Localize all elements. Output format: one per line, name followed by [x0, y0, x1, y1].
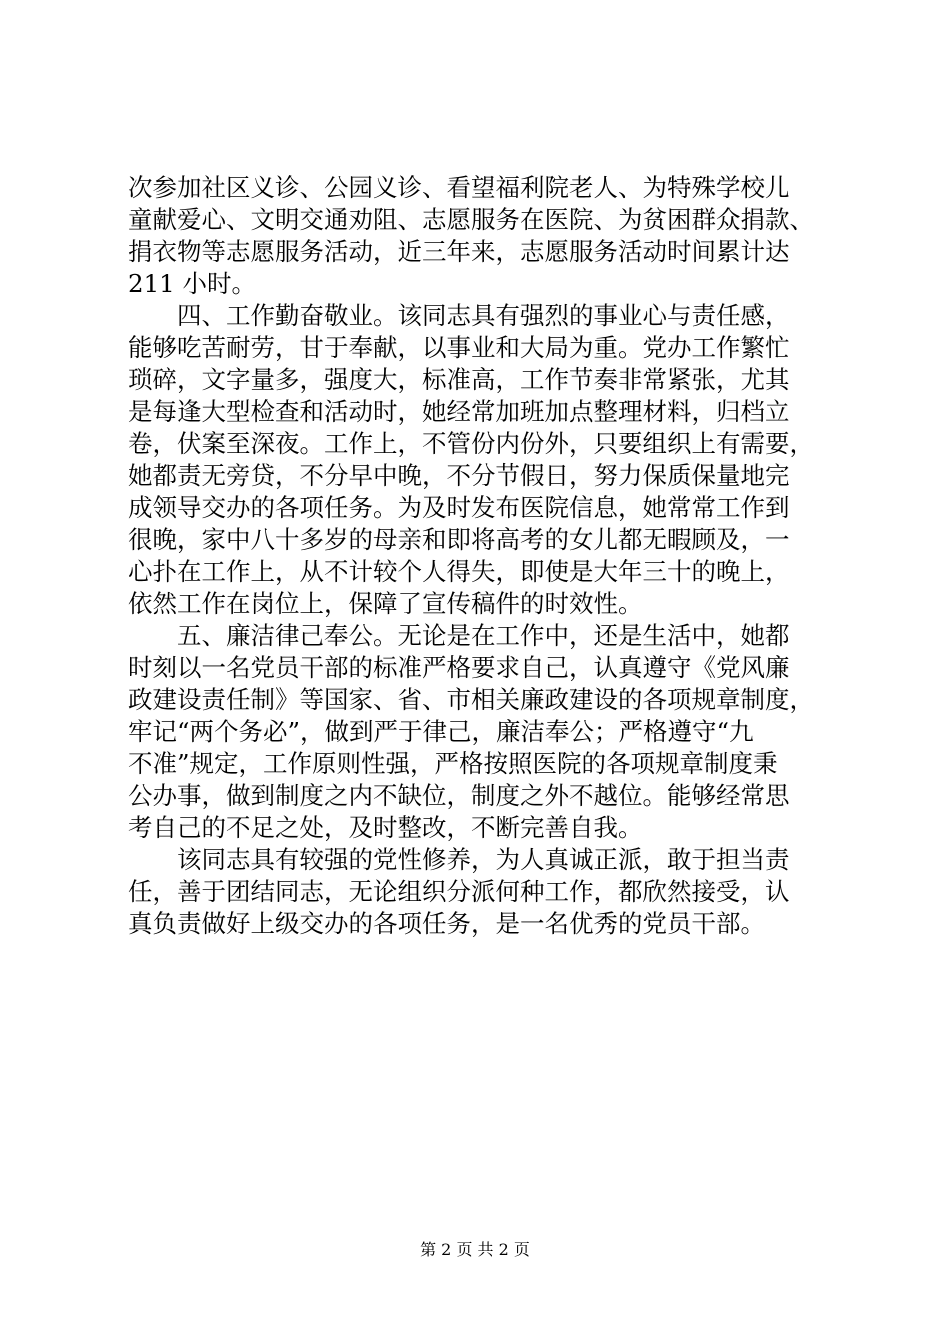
text-line: 政建设责任制》等国家、省、市相关廉政建设的各项规章制度， — [128, 685, 814, 714]
text-line: 捐衣物等志愿服务活动，近三年来，志愿服务活动时间累计达 — [128, 237, 790, 266]
text-line: 五、廉洁律己奉公。无论是在工作中，还是生活中，她都 — [177, 621, 790, 650]
text-line: 时刻以一名党员干部的标准严格要求自己，认真遵守《党风廉 — [128, 653, 790, 682]
text-line: 次参加社区义诊、公园义诊、看望福利院老人、为特殊学校儿 — [128, 173, 790, 202]
text-line: 能够吃苦耐劳，甘于奉献，以事业和大局为重。党办工作繁忙 — [128, 333, 790, 362]
text-line: 公办事，做到制度之内不缺位，制度之外不越位。能够经常思 — [128, 781, 790, 810]
text-line: 卷，伏案至深夜。工作上，不管份内份外，只要组织上有需要， — [128, 429, 814, 458]
text-line: 不准”规定，工作原则性强，严格按照医院的各项规章制度秉 — [128, 749, 778, 778]
text-line: 依然工作在岗位上，保障了宣传稿件的时效性。 — [128, 589, 643, 618]
page-number-label: 第 2 页 共 2 页 — [420, 1240, 530, 1259]
text-line: 琐碎，文字量多，强度大，标准高，工作节奏非常紧张，尤其 — [128, 365, 790, 394]
text-line: 该同志具有较强的党性修养，为人真诚正派，敢于担当责 — [177, 845, 790, 874]
text-line: 牢记“两个务必”，做到严于律己，廉洁奉公；严格遵守“九 — [128, 717, 754, 746]
text-line: 她都责无旁贷，不分早中晚，不分节假日，努力保质保量地完 — [128, 461, 790, 490]
text-line: 童献爱心、文明交通劝阻、志愿服务在医院、为贫困群众捐款、 — [128, 205, 814, 234]
text-line: 很晚，家中八十多岁的母亲和即将高考的女儿都无暇顾及，一 — [128, 525, 790, 554]
text-line: 真负责做好上级交办的各项任务，是一名优秀的党员干部。 — [128, 909, 765, 938]
page-footer — [0, 1240, 950, 1260]
text-line: 任，善于团结同志，无论组织分派何种工作，都欣然接受，认 — [128, 877, 790, 906]
text-line: 211 小时。 — [128, 269, 257, 298]
text-line: 成领导交办的各项任务。为及时发布医院信息，她常常工作到 — [128, 493, 790, 522]
document-body — [128, 172, 833, 940]
text-line: 心扑在工作上，从不计较个人得失，即使是大年三十的晚上， — [128, 557, 790, 586]
text-line: 考自己的不足之处，及时整改，不断完善自我。 — [128, 813, 643, 842]
text-line: 四、工作勤奋敬业。该同志具有强烈的事业心与责任感， — [177, 301, 790, 330]
text-line: 是每逢大型检查和活动时，她经常加班加点整理材料，归档立 — [128, 397, 790, 426]
